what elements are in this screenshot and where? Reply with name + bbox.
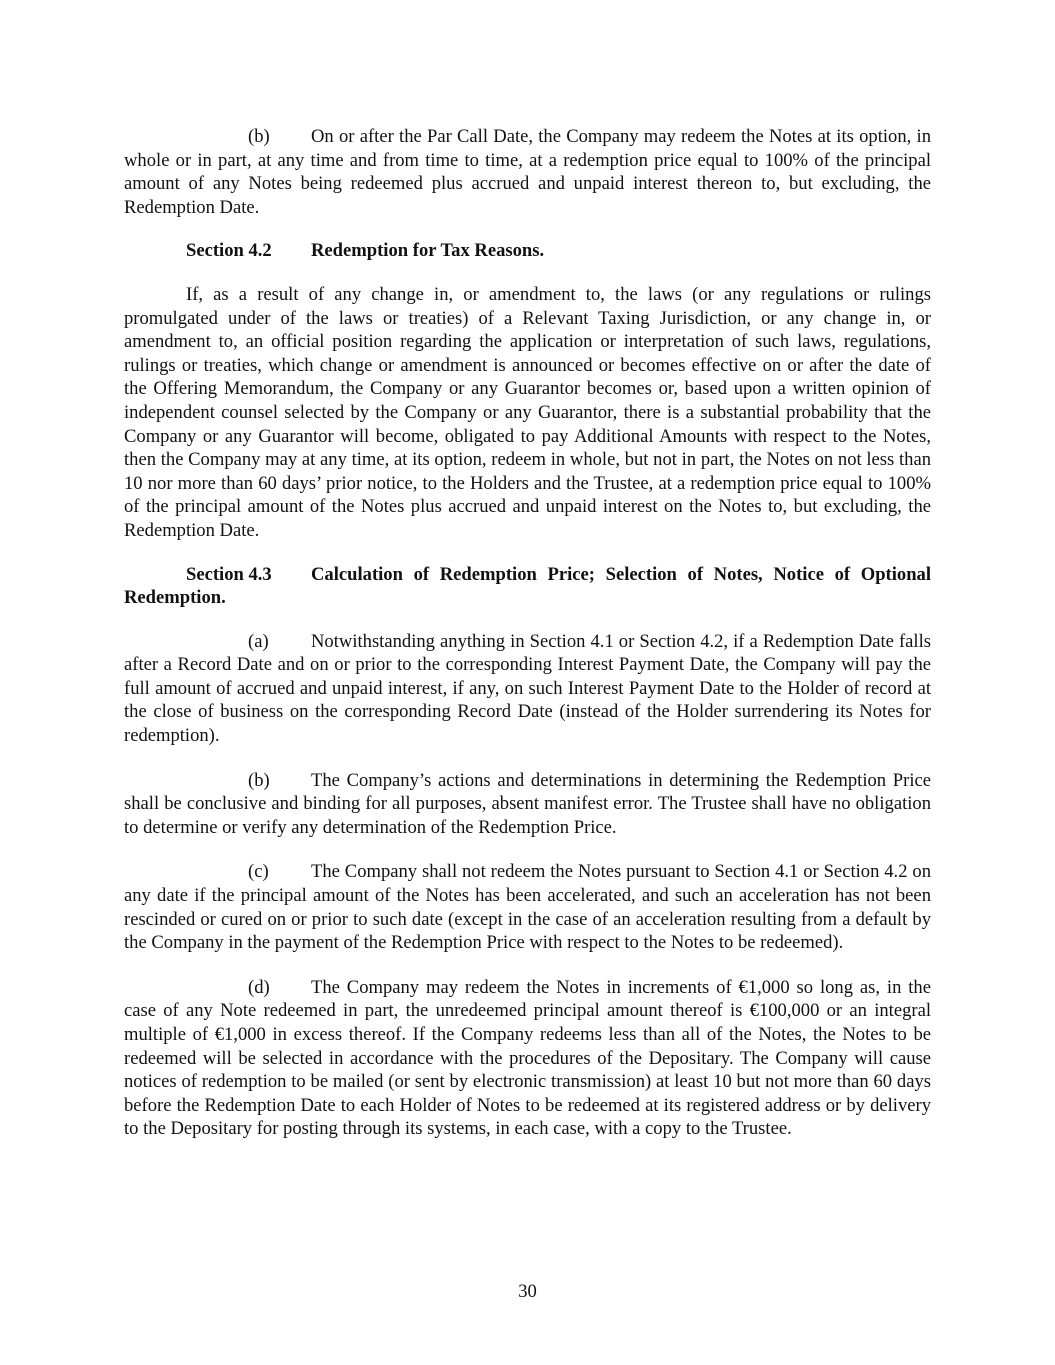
paragraph-text: If, as a result of any change in, or amendment to, the laws (or any regulations or rulings promulgated under of the laws or treaties) of a Relevant Taxing Jurisdiction, or any change in, or amendment to, an official position regarding the application or interpretation of such laws, regulations, rulings or treaties, which change or amendment is announced or becomes effective on or after the date of the Offering Memorandum, the Company or any Guarantor becomes or, based upon a written opinion of independent counsel selected by the Company or any Guarantor, there is a substantial probability that the Company or any Guarantor will become, obligated to pay Additional Amounts with respect to the Notes, then the Company may at any time, at its option, redeem in whole, but not in part, the Notes on not less than 10 nor more than 60 days’ prior notice, to the Holders and the Trustee, at a redemption price equal to 100% of the principal amount of the Notes plus accrued and unpaid interest on the Notes to, but excluding, the Redemption Date.: [124, 283, 931, 541]
paragraph-text: Notwithstanding anything in Section 4.1 or Section 4.2, if a Redemption Date falls after a Record Date and on or prior to the corresponding Interest Payment Date, the Company will pay the full amount of accrued and unpaid interest, if any, on such Interest Payment Date to the Holder of record at the close of business on the corresponding Record Date (instead of the Holder surrendering its Notes for redemption).: [124, 630, 931, 747]
section-4-2-body: [124, 283, 931, 543]
paragraph-label: (c): [248, 861, 269, 883]
paragraph-text: The Company may redeem the Notes in increments of €1,000 so long as, in the case of any Note redeemed in part, the unredeemed principal amount thereof is €100,000 or an integral multiple of €1,000 in excess thereof. If the Company redeems less than all of the Notes, the Notes to be redeemed will be selected in accordance with the procedures of the Depositary. The Company will cause notices of redemption to be mailed (or sent by electronic transmission) at least 10 but not more than 60 days before the Redemption Date to each Holder of Notes to be redeemed at its registered address or by delivery to the Depositary for posting through its systems, in each case, with a copy to the Trustee.: [124, 976, 931, 1140]
paragraph-4-3-c: [124, 860, 931, 954]
paragraph-text: On or after the Par Call Date, the Company may redeem the Notes at its option, in whole or in part, at any time and from time to time, at a redemption price equal to 100% of the principal amount of any Notes being redeemed plus accrued and unpaid interest thereon to, but excluding, the Redemption Date.: [124, 126, 931, 218]
paragraph-4-3-d: [124, 976, 931, 1141]
paragraph-4-3-a: [124, 630, 931, 748]
paragraph-text: The Company shall not redeem the Notes pursuant to Section 4.1 or Section 4.2 on any date if the principal amount of the Notes has been accelerated, and such an acceleration has not been rescinded or cured on or prior to such date (except in the case of an acceleration resulting from a default by the Company in the payment of the Redemption Price with respect to the Notes to be redeemed).: [124, 861, 931, 954]
paragraph-4-1-b: [124, 125, 931, 219]
paragraph-label: (d): [248, 976, 270, 998]
section-number: Section 4.3: [186, 563, 272, 585]
section-4-3-heading: [124, 563, 931, 610]
page-number: 30: [518, 1281, 537, 1302]
section-title: Calculation of Redemption Price; Selection of Notes, Notice of Optional Redemption.: [124, 563, 931, 609]
paragraph-text: The Company’s actions and determinations in determining the Redemption Price shall be conclusive and binding for all purposes, absent manifest error. The Trustee shall have no obligation to determine or verify any determination of the Redemption Price.: [124, 769, 931, 838]
paragraph-4-3-b: [124, 769, 931, 840]
paragraph-label: (b): [248, 769, 270, 791]
section-number: Section 4.2: [186, 240, 272, 262]
paragraph-label: (a): [248, 630, 269, 652]
section-4-2-heading: [124, 239, 931, 263]
paragraph-label: (b): [248, 126, 270, 147]
document-page: [124, 125, 931, 1141]
section-title: Redemption for Tax Reasons.: [311, 240, 545, 262]
